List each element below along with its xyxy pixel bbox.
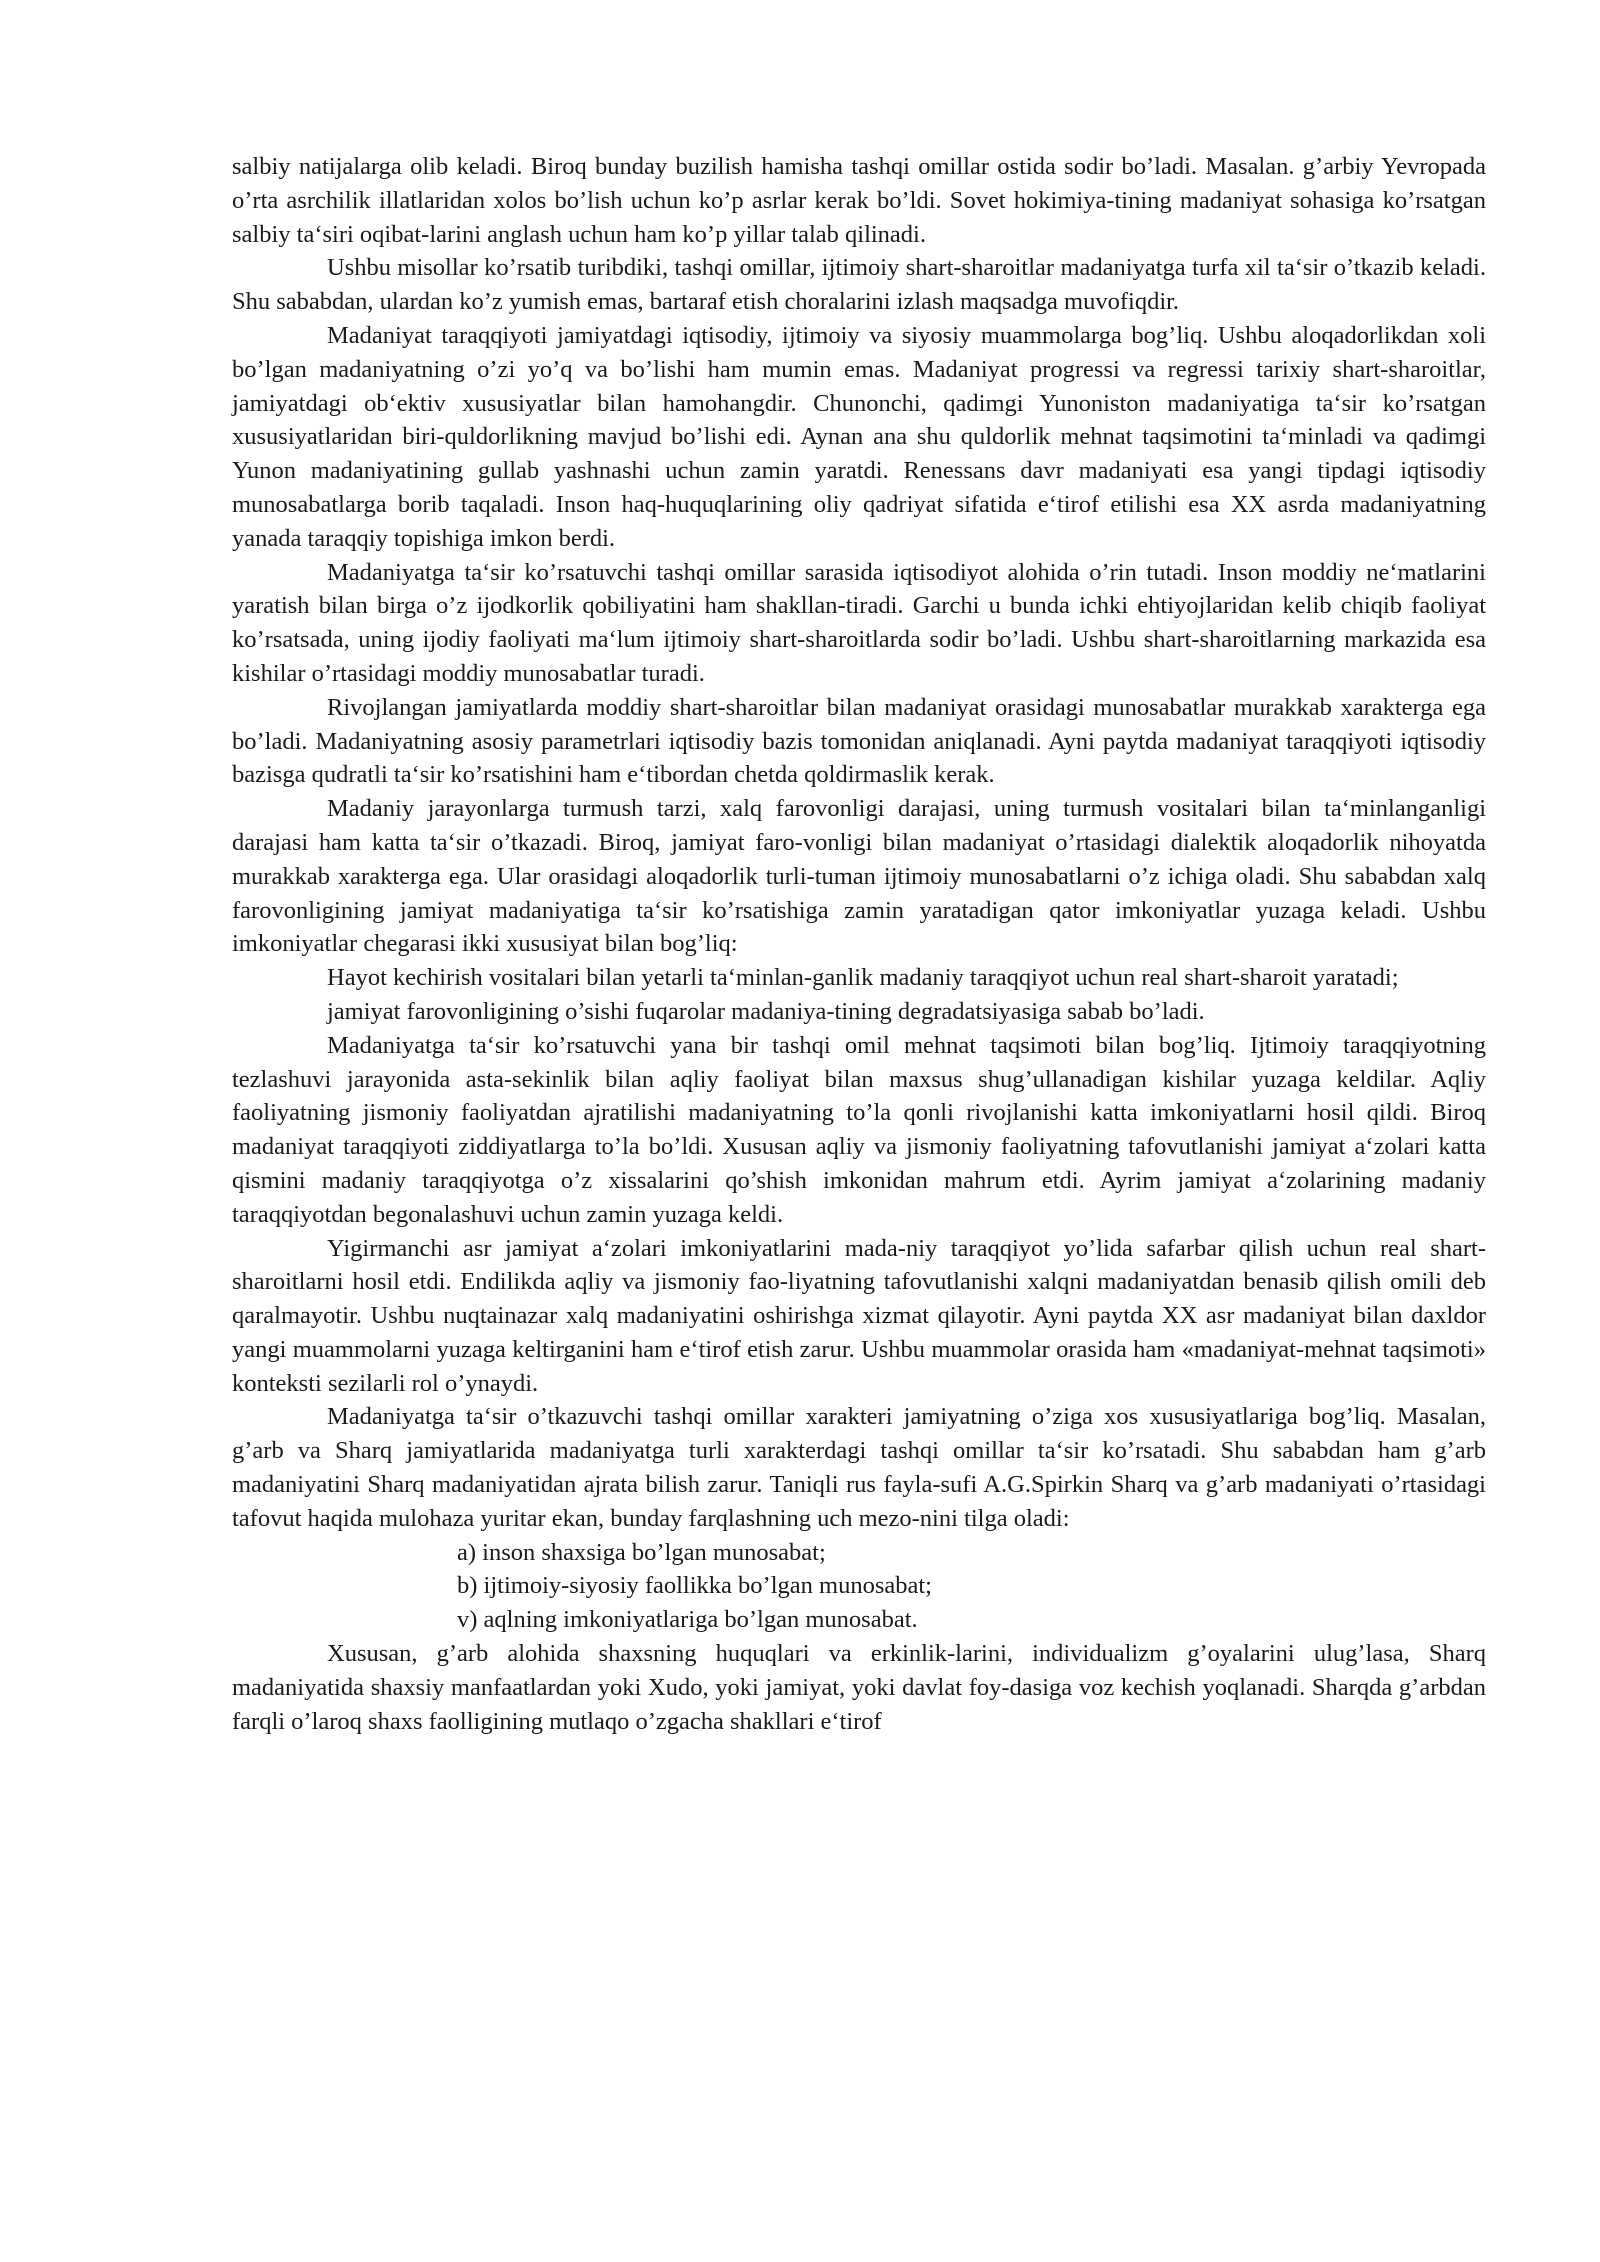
list-item-v: v) aqlning imkoniyatlariga bo’lgan munosabat.	[457, 1606, 918, 1634]
document-page	[232, 150, 1486, 1738]
paragraph-12: Xususan, g’arb alohida shaxsning huquqlari va erkinlik-larini, individualizm g’oyalarini ulug’lasa, Sharq madaniyatida shaxsiy manfaatlardan yoki Xudo, yoki jamiyat, yoki davlat foy-dasiga voz kechish yoqlanadi. Sharqda g’arbdan farqli o’laroq shaxs faolligining mutlaqo o’zgacha shakllari e‘tirof	[232, 1640, 1486, 1735]
paragraph-8: jamiyat farovonligining o’sishi fuqarolar madaniya-tining degradatsiyasiga sabab bo’ladi.	[327, 997, 1205, 1025]
list-item-b: b) ijtimoiy-siyosiy faollikka bo’lgan munosabat;	[457, 1572, 932, 1600]
paragraph-9: Madaniyatga ta‘sir ko’rsatuvchi yana bir tashqi omil mehnat taqsimoti bilan bog’liq. Ijtimoiy taraqqiyotning tezlashuvi jarayonida asta-sekinlik bilan aqliy faoliyat bilan maxsus shug’ullanadigan kishilar yuzaga keldilar. Aqliy faoliyatning jismoniy faoliyatdan ajratilishi madaniyatning to’la qonli rivojlanishi katta imkoniyatlarni hosil qildi. Biroq madaniyat taraqqiyoti ziddiyatlarga to’la bo’ldi. Xususan aqliy va jismoniy faoliyatning tafovutlanishi jamiyat a‘zolari katta qismini madaniy taraqqiyotga o’z xissalarini qo’shish imkonidan mahrum etdi. Ayrim jamiyat a‘zolarining madaniy taraqqiyotdan begonalashuvi uchun zamin yuzaga keldi.	[232, 1031, 1486, 1228]
paragraph-5: Rivojlangan jamiyatlarda moddiy shart-sharoitlar bilan madaniyat orasidagi munosabatlar murakkab xarakterga ega bo’ladi. Madaniyatning asosiy parametrlari iqtisodiy bazis tomonidan aniqlanadi. Ayni paytda madaniyat taraqqiyoti iqtisodiy bazisga qudratli ta‘sir ko’rsatishini ham e‘tibordan chetda qoldirmaslik kerak.	[232, 693, 1486, 789]
paragraph-10: Yigirmanchi asr jamiyat a‘zolari imkoniyatlarini mada-niy taraqqiyot yo’lida safarbar qilish uchun real shart-sharoitlarni hosil etdi. Endilikda aqliy va jismoniy fao-liyatning tafovutlanishi xalqni madaniyatdan benasib qilish omili deb qaralmayotir. Ushbu nuqtainazar xalq madaniyatini oshirishga xizmat qilayotir. Ayni paytda XX asr madaniyat bilan daxldor yangi muammolarni yuzaga keltirganini ham e‘tirof etish zarur. Ushbu muammolar orasida ham «madaniyat-mehnat taqsimoti» konteksti sezilarli rol o’ynaydi.	[232, 1234, 1486, 1397]
paragraph-11: Madaniyatga ta‘sir o’tkazuvchi tashqi omillar xarakteri jamiyatning o’ziga xos xususiyatlariga bog’liq. Masalan, g’arb va Sharq jamiyatlarida madaniyatga turli xarakterdagi tashqi omillar ta‘sir ko’rsatadi. Shu sababdan ham g’arb madaniyatini Sharq madaniyatidan ajrata bilish zarur. Taniqli rus fayla-sufi A.G.Spirkin Sharq va g’arb madaniyati o’rtasidagi tafovut haqida mulohaza yuritar ekan, bunday farqlashning uch mezo-nini tilga oladi:	[232, 1403, 1486, 1532]
paragraph-4: Madaniyatga ta‘sir ko’rsatuvchi tashqi omillar sarasida iqtisodiyot alohida o’rin tutadi. Inson moddiy ne‘matlarini yaratish bilan birga o’z ijodkorlik qobiliyatini ham shakllan-tiradi. Garchi u bunda ichki ehtiyojlaridan kelib chiqib faoliyat ko’rsatsada, uning ijodiy faoliyati ma‘lum ijtimoiy shart-sharoitlarda sodir bo’ladi. Ushbu shart-sharoitlarning markazida esa kishilar o’rtasidagi moddiy munosabatlar turadi.	[232, 558, 1486, 687]
paragraph-6: Madaniy jarayonlarga turmush tarzi, xalq farovonligi darajasi, uning turmush vositalari bilan ta‘minlanganligi darajasi ham katta ta‘sir o’tkazadi. Biroq, jamiyat faro-vonligi bilan madaniyat o’rtasidagi dialektik aloqadorlik nihoyatda murakkab xarakterga ega. Ular orasidagi aloqadorlik turli-tuman ijtimoiy munosabatlarni o’z ichiga oladi. Shu sababdan xalq farovonligining jamiyat madaniyatiga ta‘sir ko’rsatishiga zamin yaratadigan qator imkoniyatlar yuzaga keladi. Ushbu imkoniyatlar chegarasi ikki xususiyat bilan bog’liq:	[232, 795, 1486, 958]
paragraph-2: Ushbu misollar ko’rsatib turibdiki, tashqi omillar, ijtimoiy shart-sharoitlar madaniyatga turfa xil ta‘sir o’tkazib keladi. Shu sababdan, ulardan ko’z yumish emas, bartaraf etish choralarini izlash maqsadga muvofiqdir.	[232, 254, 1486, 316]
paragraph-3: Madaniyat taraqqiyoti jamiyatdagi iqtisodiy, ijtimoiy va siyosiy muammolarga bog’liq. Ushbu aloqadorlikdan xoli bo’lgan madaniyatning o’zi yo’q va bo’lishi ham mumin emas. Madaniyat progressi va regressi tarixiy shart-sharoitlar, jamiyatdagi ob‘ektiv xususiyatlar bilan hamohangdir. Chunonchi, qadimgi Yunoniston madaniyatiga ta‘sir ko’rsatgan xususiyatlaridan biri-quldorlikning mavjud bo’lishi edi. Aynan ana shu quldorlik mehnat taqsimotini ta‘minladi va qadimgi Yunon madaniyatining gullab yashnashi uchun zamin yaratdi. Renessans davr madaniyati esa yangi tipdagi iqtisodiy munosabatlarga borib taqaladi. Inson haq-huquqlarining oliy qadriyat sifatida e‘tirof etilishi esa XX asrda madaniyatning yanada taraqqiy topishiga imkon berdi.	[232, 321, 1486, 552]
paragraph-1: salbiy natijalarga olib keladi. Biroq bunday buzilish hamisha tashqi omillar ostida sodir bo’ladi. Masalan. g’arbiy Yevropada o’rta asrchilik illatlaridan xolos bo’lish uchun ko’p asrlar kerak bo’ldi. Sovet hokimiya-tining madaniyat sohasiga ko’rsatgan salbiy ta‘siri oqibat-larini anglash uchun ham ko’p yillar talab qilinadi.	[232, 153, 1486, 248]
list-item-a: a) inson shaxsiga bo’lgan munosabat;	[457, 1538, 826, 1566]
paragraph-7: Hayot kechirish vositalari bilan yetarli ta‘minlan-ganlik madaniy taraqqiyot uchun real shart-sharoit yaratadi;	[327, 964, 1399, 992]
